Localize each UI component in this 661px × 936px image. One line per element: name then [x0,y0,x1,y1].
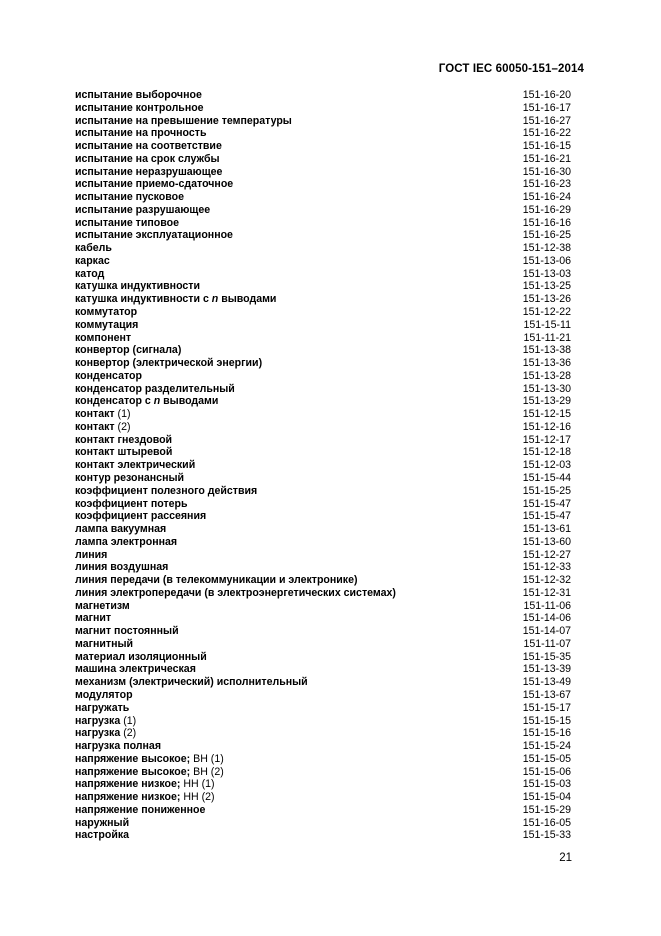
index-code: 151-15-29 [522,803,571,816]
index-term: контакт гнездовой [75,433,173,446]
index-term: напряжение высокое; ВН (2) [75,765,224,778]
index-entry [75,217,571,230]
index-entry [75,102,571,115]
index-entry [75,408,571,421]
index-code: 151-12-33 [522,561,571,574]
index-term: коммутация [75,318,139,331]
index-entry [75,115,571,128]
index-term: линия воздушная [75,561,169,574]
index-code: 151-12-38 [522,242,571,255]
index-code: 151-16-23 [522,178,571,191]
index-code: 151-13-49 [522,676,571,689]
index-term: механизм (электрический) исполнительный [75,676,308,689]
index-code: 151-13-03 [522,267,571,280]
index-entry [75,753,571,766]
index-code: 151-15-47 [522,510,571,523]
index-entry [75,421,571,434]
index-entry [75,829,571,842]
index-entry [75,306,571,319]
index-term: линия электропередачи (в электроэнергетических системах) [75,586,396,599]
index-code: 151-13-36 [522,357,571,370]
index-term: конденсатор с n выводами [75,395,219,408]
index-term: испытание на прочность [75,127,207,140]
index-entry [75,140,571,153]
index-entry [75,344,571,357]
index-term: каркас [75,254,110,267]
index-code: 151-13-29 [522,395,571,408]
index-code: 151-16-25 [522,229,571,242]
index-code: 151-16-15 [522,140,571,153]
index-term: лампа вакуумная [75,523,167,536]
index-entry [75,766,571,779]
index-entry [75,523,571,536]
index-term: контакт электрический [75,459,196,472]
index-code: 151-16-22 [522,127,571,140]
index-entry [75,510,571,523]
index-entry [75,319,571,332]
index-term: катушка индуктивности [75,280,200,293]
index-entry [75,715,571,728]
index-term: испытание на соответствие [75,140,222,153]
index-term: испытание эксплуатационное [75,229,233,242]
index-entry [75,689,571,702]
index-code: 151-11-06 [523,599,571,612]
index-code: 151-15-05 [522,752,571,765]
index-entry [75,153,571,166]
index-entry [75,498,571,511]
index-code: 151-12-22 [522,306,571,319]
index-entry [75,485,571,498]
index-term: компонент [75,331,132,344]
index-term: конвертор (электрической энергии) [75,357,263,370]
index-term: катушка индуктивности с n выводами [75,293,277,306]
index-term: магнит [75,612,112,625]
index-entry [75,357,571,370]
index-term: нагрузка полная [75,740,161,753]
index-entry [75,446,571,459]
index-code: 151-15-17 [522,701,571,714]
index-term: конвертор (сигнала) [75,344,182,357]
index-term: контур резонансный [75,471,185,484]
index-code: 151-16-29 [522,203,571,216]
index-term: наружный [75,816,130,829]
index-term: машина электрическая [75,663,196,676]
index-term: нагрузка (1) [75,714,137,727]
index-term: испытание неразрушающее [75,165,223,178]
document-header: ГОСТ IEC 60050-151–2014 [438,63,584,75]
index-term: испытание на срок службы [75,152,220,165]
index-term: коммутатор [75,306,138,319]
index-entry [75,395,571,408]
index-term: линия передачи (в телекоммуникации и электронике) [75,574,358,587]
index-entry [75,702,571,715]
index-code: 151-15-44 [522,471,571,484]
index-entry [75,536,571,549]
index-entry [75,727,571,740]
index-entry [75,625,571,638]
index-code: 151-14-07 [522,625,571,638]
index-term: испытание разрушающее [75,203,211,216]
index-entry [75,166,571,179]
index-entry [75,191,571,204]
index-entry [75,574,571,587]
index-entry [75,804,571,817]
index-code: 151-15-47 [522,497,571,510]
index-entry [75,255,571,268]
index-code: 151-15-15 [522,714,571,727]
index-term: модулятор [75,688,133,701]
index-code: 151-15-25 [522,484,571,497]
index-code: 151-12-03 [522,459,571,472]
index-entry [75,178,571,191]
index-code: 151-16-16 [522,216,571,229]
index-entry [75,127,571,140]
index-term: напряжение низкое; НН (2) [75,791,215,804]
index-term: кабель [75,242,112,255]
index-term: линия [75,548,108,561]
index-entry [75,561,571,574]
index-entry [75,663,571,676]
index-entry [75,549,571,562]
index-term: конденсатор [75,369,142,382]
index-code: 151-16-21 [522,152,571,165]
index-code: 151-15-03 [522,778,571,791]
index-code: 151-11-21 [523,331,571,344]
index-entry [75,204,571,217]
index-code: 151-12-27 [522,548,571,561]
index-term: напряжение низкое; НН (1) [75,778,215,791]
index-entry [75,587,571,600]
index-term: испытание приемо-сдаточное [75,178,234,191]
index-code: 151-12-15 [522,408,571,421]
page-number: 21 [559,852,572,864]
index-term: испытание на превышение температуры [75,114,292,127]
index-entry [75,383,571,396]
index-term: магнит постоянный [75,625,179,638]
index-entry [75,791,571,804]
index-entry [75,280,571,293]
index-term: катод [75,267,105,280]
index-term: контакт (1) [75,408,131,421]
index-code: 151-12-18 [522,446,571,459]
index-term: конденсатор разделительный [75,382,235,395]
index-code: 151-16-17 [522,101,571,114]
index-entry [75,472,571,485]
index-code: 151-11-07 [523,637,571,650]
index-entry [75,612,571,625]
index-code: 151-15-35 [522,650,571,663]
term-index-list [75,89,571,842]
index-term: испытание пусковое [75,191,184,204]
index-code: 151-15-33 [522,829,571,842]
index-code: 151-16-30 [522,165,571,178]
index-term: магнитный [75,637,134,650]
index-entry [75,638,571,651]
index-term: нагрузка (2) [75,727,137,740]
index-code: 151-13-28 [522,369,571,382]
index-code: 151-16-20 [522,89,571,101]
index-code: 151-13-26 [522,293,571,306]
index-term: напряжение высокое; ВН (1) [75,752,224,765]
index-entry [75,740,571,753]
index-term: контакт штыревой [75,446,173,459]
index-code: 151-15-11 [523,318,571,331]
index-entry [75,434,571,447]
index-entry [75,370,571,383]
index-code: 151-15-04 [522,791,571,804]
index-entry [75,676,571,689]
index-term: коэффициент полезного действия [75,484,258,497]
index-code: 151-13-06 [522,254,571,267]
index-code: 151-12-17 [522,433,571,446]
index-code: 151-13-61 [522,523,571,536]
index-code: 151-15-06 [522,765,571,778]
index-term: нагружать [75,701,130,714]
index-term: испытание выборочное [75,89,202,101]
index-term: настройка [75,829,130,842]
index-entry [75,600,571,613]
index-entry [75,651,571,664]
index-code: 151-16-05 [522,816,571,829]
index-code: 151-16-27 [522,114,571,127]
index-code: 151-13-60 [522,535,571,548]
index-code: 151-12-32 [522,574,571,587]
index-term: напряжение пониженное [75,803,206,816]
index-code: 151-13-39 [522,663,571,676]
index-term: контакт (2) [75,420,131,433]
index-entry [75,268,571,281]
index-entry [75,242,571,255]
index-code: 151-12-16 [522,420,571,433]
index-entry [75,293,571,306]
index-code: 151-13-25 [522,280,571,293]
index-code: 151-16-24 [522,191,571,204]
index-entry [75,332,571,345]
index-term: материал изоляционный [75,650,207,663]
index-term: коэффициент потерь [75,497,188,510]
index-term: лампа электронная [75,535,178,548]
index-code: 151-13-67 [522,688,571,701]
index-code: 151-15-24 [522,740,571,753]
index-entry [75,817,571,830]
index-term: испытание типовое [75,216,179,229]
index-code: 151-13-38 [522,344,571,357]
index-entry [75,89,571,102]
index-entry [75,778,571,791]
index-entry [75,459,571,472]
index-code: 151-13-30 [522,382,571,395]
index-code: 151-12-31 [522,586,571,599]
index-term: магнетизм [75,599,130,612]
index-code: 151-15-16 [522,727,571,740]
index-term: коэффициент рассеяния [75,510,207,523]
index-code: 151-14-06 [522,612,571,625]
index-entry [75,229,571,242]
index-term: испытание контрольное [75,101,204,114]
